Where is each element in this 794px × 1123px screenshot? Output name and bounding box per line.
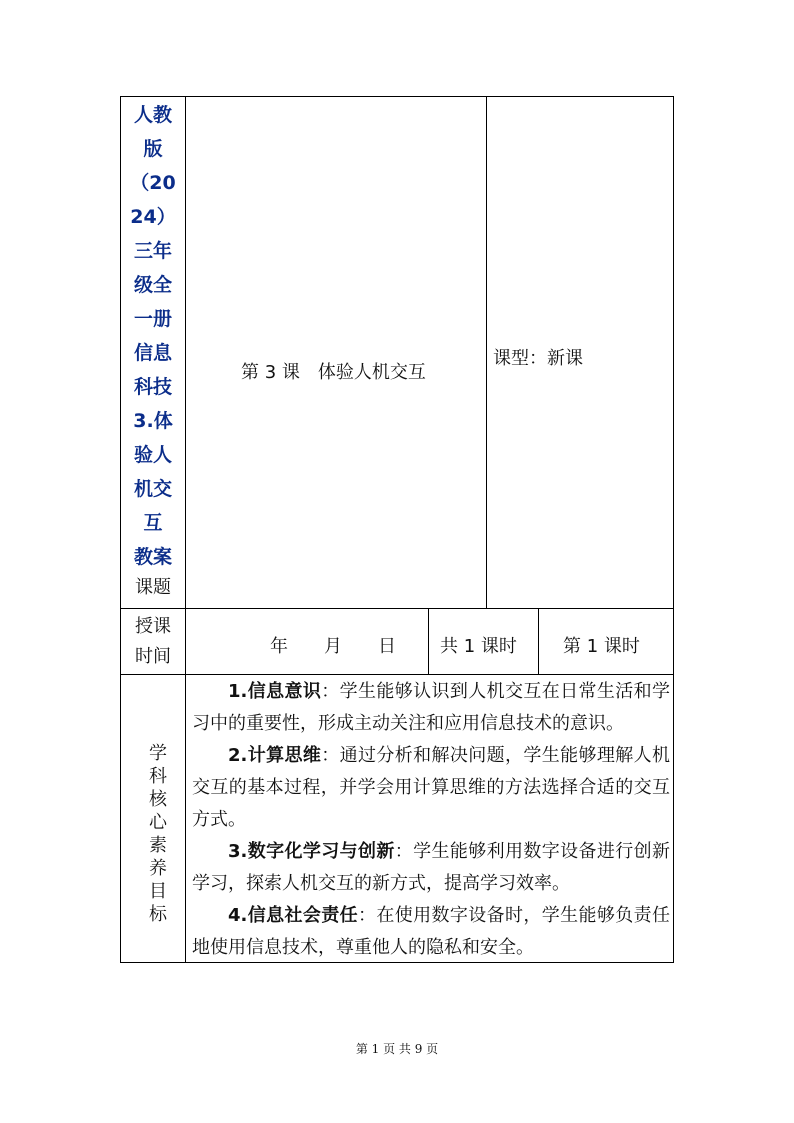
- table-divider-col2-row1: [486, 96, 487, 609]
- document-title-cell: [121, 98, 185, 602]
- document-title-line: 3.体: [133, 410, 173, 432]
- goal-heading: 1.信息意识: [228, 681, 322, 702]
- table-divider-col2-row2: [428, 608, 429, 675]
- goal-item: [192, 740, 670, 836]
- document-title-line: 三年: [133, 240, 172, 262]
- core-literacy-char: 核: [149, 789, 167, 810]
- table-divider-row2: [120, 674, 674, 675]
- page-number: 第 1 页 共 9 页: [355, 1042, 439, 1056]
- lesson-type: 课型：新课: [493, 348, 583, 369]
- core-literacy-char: 标: [149, 904, 167, 925]
- topic-label: 课题: [135, 577, 171, 598]
- document-title-line: 一册: [133, 308, 172, 330]
- document-title-line: 人教: [133, 104, 172, 126]
- teaching-time-label-line: 授课: [135, 616, 171, 637]
- document-title-line: 24）: [130, 206, 176, 228]
- document-title-line: 教案: [133, 546, 172, 568]
- document-title-line: （20: [130, 172, 176, 194]
- goal-item: [192, 900, 670, 964]
- table-border-top: [120, 96, 674, 97]
- document-title-line: 级全: [133, 274, 172, 296]
- lesson-title: 第 3 课 体验人机交互: [241, 362, 426, 383]
- goal-heading: 4.信息社会责任: [228, 905, 358, 926]
- core-literacy-char: 学: [149, 743, 167, 764]
- document-title-line: 版: [143, 138, 163, 160]
- teaching-time-label-line: 时间: [135, 646, 171, 667]
- total-periods: 共 1 课时: [440, 636, 517, 657]
- core-literacy-char: 素: [149, 835, 167, 856]
- goal-body: ：在使用数字设备时，学生能够负责任地使用信息技术，尊重他人的隐私和安全。: [192, 905, 670, 958]
- core-literacy-char: 心: [149, 812, 167, 833]
- goal-item: [192, 836, 670, 900]
- teaching-time-label: [121, 612, 185, 672]
- teaching-date: 年 月 日: [270, 636, 396, 657]
- document-title-line: 机交: [133, 478, 172, 500]
- document-title-line: 信息: [133, 342, 172, 364]
- core-literacy-char: 养: [149, 858, 167, 879]
- goal-body: ：通过分析和解决问题，学生能够理解人机交互的基本过程，并学会用计算思维的方法选择合适的交互方式。: [192, 745, 670, 830]
- goal-item: [192, 676, 670, 740]
- document-title-line: 互: [143, 512, 163, 534]
- table-divider-row1: [120, 608, 674, 609]
- goal-heading: 2.计算思维: [228, 745, 322, 766]
- core-goals-list: [192, 676, 670, 964]
- core-literacy-char: 科: [149, 766, 167, 787]
- table-divider-col1: [185, 96, 186, 963]
- core-literacy-label: [145, 742, 171, 926]
- table-divider-col3-row2: [538, 608, 539, 675]
- goal-body: ：学生能够利用数字设备进行创新学习，探索人机交互的新方式，提高学习效率。: [192, 841, 670, 894]
- core-literacy-char: 目: [149, 881, 167, 902]
- current-period: 第 1 课时: [563, 636, 640, 657]
- goal-body: ：学生能够认识到人机交互在日常生活和学习中的重要性，形成主动关注和应用信息技术的意识。: [192, 681, 670, 734]
- table-border-right: [673, 96, 674, 963]
- goal-heading: 3.数字化学习与创新: [228, 841, 395, 862]
- document-title-line: 科技: [133, 376, 172, 398]
- document-title-line: 验人: [133, 444, 172, 466]
